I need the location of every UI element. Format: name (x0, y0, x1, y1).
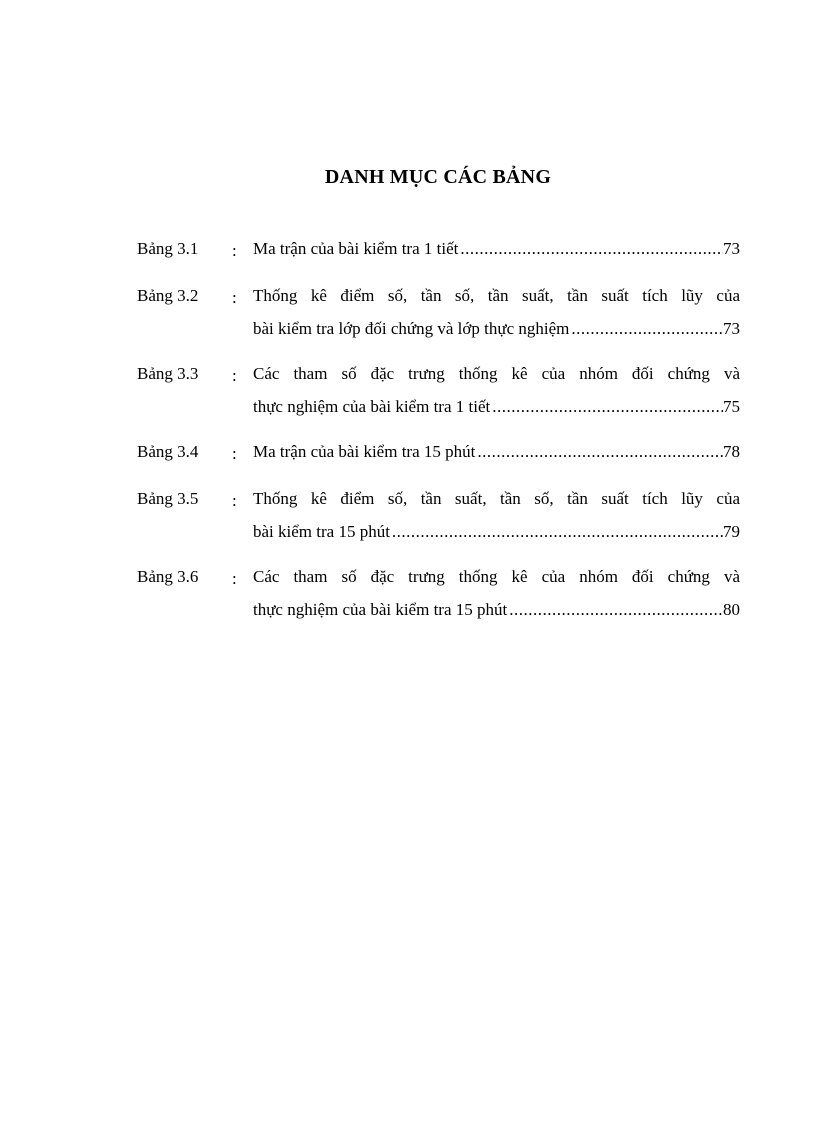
entry-label: Bảng 3.1 (137, 239, 199, 258)
entry-page-number: 80 (723, 600, 740, 619)
entry-body (253, 232, 740, 265)
entry-title: bài kiểm tra 15 phút (253, 522, 390, 541)
dot-leader (569, 312, 723, 345)
entry-leader-line (253, 312, 740, 345)
entry-page-number: 73 (723, 239, 740, 258)
entry-title: Ma trận của bài kiểm tra 15 phút (253, 442, 476, 461)
dot-leader (490, 390, 723, 423)
entry-page-number: 73 (723, 319, 740, 338)
toc-entry-3-1[interactable] (137, 232, 740, 267)
entry-page-number: 78 (723, 442, 740, 461)
dot-leader (475, 435, 723, 468)
entry-title: thực nghiệm của bài kiểm tra 1 tiết (253, 397, 491, 416)
dot-leader (390, 515, 723, 548)
entry-title-line: Thống kê điểm số, tần suất, tần số, tần suất tích lũy của (253, 489, 740, 508)
entry-page-number: 75 (723, 397, 740, 416)
entry-separator: : (232, 491, 237, 510)
entry-title-line: Các tham số đặc trưng thống kê của nhóm đối chứng và (253, 567, 740, 586)
page-title: DANH MỤC CÁC BẢNG (324, 166, 552, 188)
entry-separator: : (232, 366, 237, 385)
entry-body (253, 560, 740, 626)
entry-separator: : (232, 288, 237, 307)
entry-body (253, 357, 740, 423)
entry-title-line: Các tham số đặc trưng thống kê của nhóm đối chứng và (253, 364, 740, 383)
entry-body (253, 482, 740, 548)
entry-title: thực nghiệm của bài kiểm tra 15 phút (253, 600, 508, 619)
entry-title-line: Thống kê điểm số, tần số, tần suất, tần suất tích lũy của (253, 286, 740, 305)
entry-body (253, 279, 740, 345)
entry-leader-line (253, 232, 740, 265)
entry-separator: : (232, 444, 237, 463)
entry-label: Bảng 3.4 (137, 442, 199, 461)
entry-page-number: 79 (723, 522, 740, 541)
entry-label: Bảng 3.6 (137, 567, 199, 586)
toc-entry-3-2[interactable] (137, 279, 740, 345)
entry-leader-line (253, 390, 740, 423)
entry-label: Bảng 3.2 (137, 286, 199, 305)
entry-body (253, 435, 740, 468)
entry-title: bài kiểm tra lớp đối chứng và lớp thực nghiệm (253, 319, 570, 338)
entry-title: Ma trận của bài kiểm tra 1 tiết (253, 239, 459, 258)
dot-leader (507, 593, 723, 626)
toc-entry-3-5[interactable] (137, 482, 740, 548)
entry-label: Bảng 3.5 (137, 489, 199, 508)
entry-label: Bảng 3.3 (137, 364, 199, 383)
toc-entry-3-4[interactable] (137, 435, 740, 470)
toc-entry-3-6[interactable] (137, 560, 740, 626)
entry-separator: : (232, 241, 237, 260)
toc-entry-3-3[interactable] (137, 357, 740, 423)
entry-leader-line (253, 515, 740, 548)
entry-leader-line (253, 593, 740, 626)
entry-separator: : (232, 569, 237, 588)
table-list (137, 232, 740, 638)
dot-leader (458, 232, 723, 265)
entry-leader-line (253, 435, 740, 468)
